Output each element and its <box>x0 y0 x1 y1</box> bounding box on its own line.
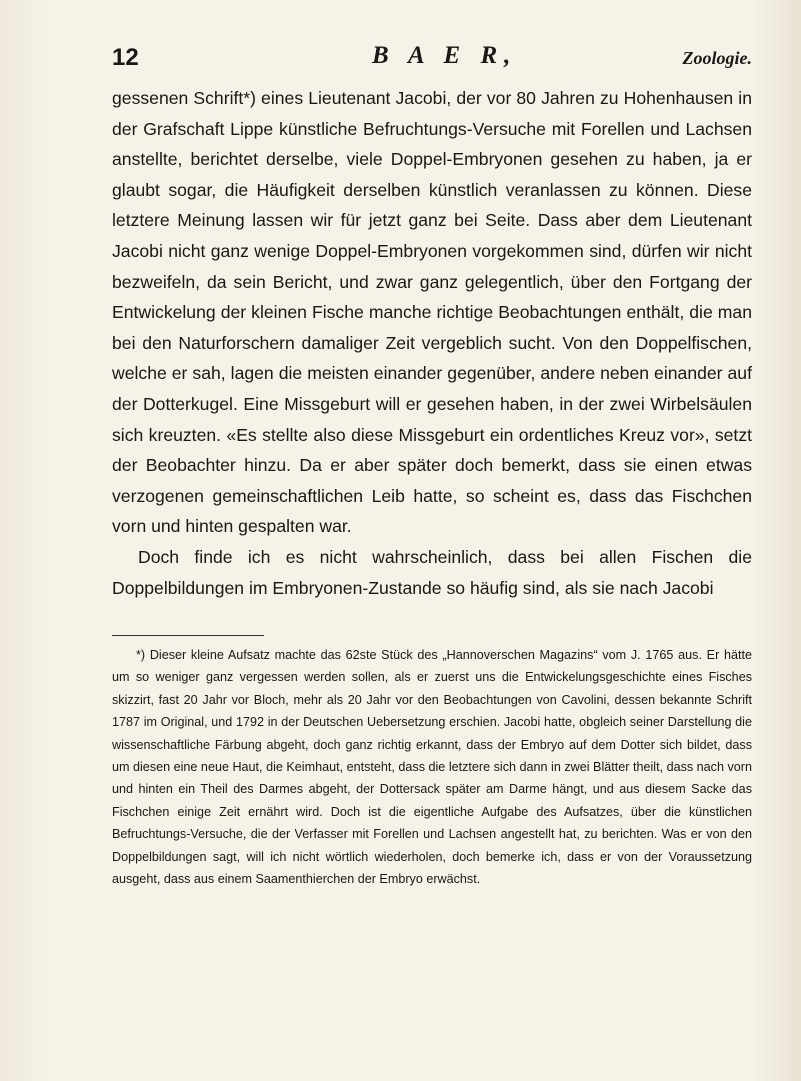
page-number: 12 <box>112 44 139 71</box>
running-header <box>112 44 752 76</box>
running-title: B A E R, <box>372 42 518 69</box>
paragraph: Doch finde ich es nicht wahrscheinlich, dass bei allen Fischen die Doppelbildungen im Embryonen-Zustande so häufig sind, als sie nach Jacobi <box>112 546 752 598</box>
running-section: Zoologie. <box>682 48 752 68</box>
main-text <box>112 83 752 603</box>
paragraph-continuation: gessenen Schrift*) eines Lieutenant Jacobi, der vor 80 Jahren zu Hohenhausen in der Grafschaft Lippe künstliche Befruchtungs-Versuche mit Forellen und Lachsen anstellte, berichtet derselbe, viele Doppel-Embryonen gesehen zu haben, ja er glaubt sogar, die Häufigkeit derselben künstlich veranlassen zu können. Diese letztere Meinung lassen wir für jetzt ganz bei Seite. Dass aber dem Lieutenant Jacobi nicht ganz wenige Doppel-Embryonen vorgekommen sind, dürfen wir nicht bezweifeln, da sein Bericht, und zwar ganz gelegentlich, über den Fortgang der Entwickelung der kleinen Fische manche richtige Beobachtungen enthält, die man bei den Naturforschern damaliger Zeit vergeblich sucht. Von den Doppelfischen, welche er sah, lagen die meisten einander gegenüber, andere neben einander auf der Dotterkugel. Eine Missgeburt will er gesehen haben, in der zwei Wirbelsäulen sich kreuzten. «Es stellte also diese Missgeburt ein ordentliches Kreuz vor», setzt der Beobachter hinzu. Da er aber später doch bemerkt, dass sie einen etwas verzogenen gemeinschaftlichen Leib hatte, so scheint es, dass das Fischchen vorn und hinten gespalten war. <box>112 88 752 537</box>
footnote-divider <box>112 635 264 636</box>
footnote: *) Dieser kleine Aufsatz machte das 62ste Stück des „Hannoverschen Magazins“ vom J. 1765 aus. Er hätte um so weniger ganz vergessen werden sollen, als er zuerst uns die Entwickelungsgeschichte eines Fisches skizzirt, fast 20 Jahr vor Bloch, mehr als 20 Jahr vor den Beobachtungen von Cavolini, dessen bekannte Schrift 1787 im Original, und 1792 in der Deutschen Uebersetzung erschien. Jacobi hatte, obgleich seiner Darstellung die wissenschaftliche Färbung abgeht, doch ganz richtig erkannt, dass der Embryo auf dem Dotter sich bildet, dass um diesen eine neue Haut, die Keimhaut, entsteht, dass die letztere sich dann in zwei Blätter theilt, dass nach vorn und hinten ein Theil des Darmes abgeht, der Dottersack später am Darme hängt, und aus diesem Sacke das Fischchen einige Zeit ernährt wird. Doch ist die eigentliche Aufgabe des Aufsatzes, über die künstlichen Befruchtungs-Versuche, die der Verfasser mit Forellen und Lachsen angestellt hat, zu berichten. Was er von den Doppelbildungen sagt, will ich nicht wörtlich wiederholen, doch bemerke ich, dass er von der Voraussetzung ausgeht, dass aus einem Saamenthierchen der Embryo erwächst. <box>112 648 752 887</box>
